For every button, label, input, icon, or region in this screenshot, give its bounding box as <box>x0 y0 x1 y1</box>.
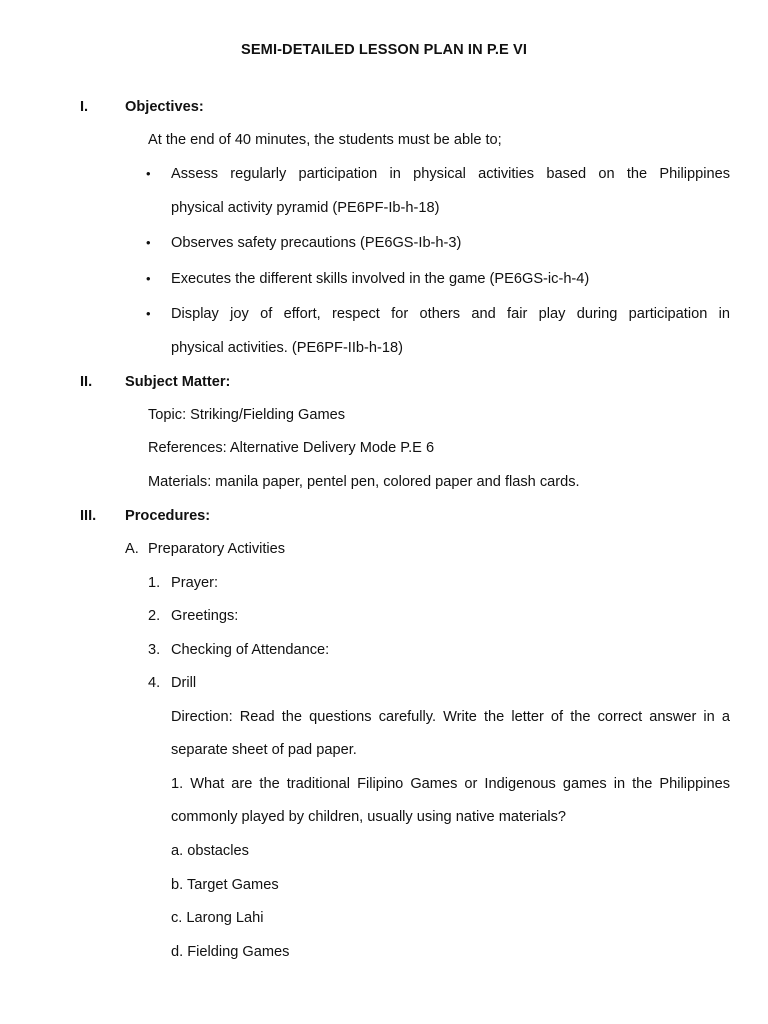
section-numeral-subject-matter: II. <box>80 374 93 390</box>
question-1-line1: 1. What are the traditional Filipino Games or Indigenous games in the Philippines <box>171 776 730 792</box>
answer-choice-c: c. Larong Lahi <box>171 910 264 926</box>
answer-choice-b: b. Target Games <box>171 877 279 893</box>
bullet-icon: • <box>146 235 151 250</box>
objective-item-1-line2: physical activity pyramid (PE6PF-Ib-h-18) <box>171 200 440 216</box>
step-label-greetings: Greetings: <box>171 608 239 624</box>
question-1-line2: commonly played by children, usually using native materials? <box>171 809 567 825</box>
objective-item-4-line1: Display joy of effort, respect for others and fair play during participation in <box>171 306 730 322</box>
bullet-icon: • <box>146 166 151 181</box>
bullet-icon: • <box>146 306 151 321</box>
step-label-attendance: Checking of Attendance: <box>171 642 330 658</box>
objective-item-1-line1: Assess regularly participation in physical activities based on the Philippines <box>171 166 730 182</box>
step-number: 4. <box>148 675 161 691</box>
section-numeral-procedures: III. <box>80 508 97 524</box>
subject-references: References: Alternative Delivery Mode P.E 6 <box>148 440 435 456</box>
document-title: SEMI-DETAILED LESSON PLAN IN P.E VI <box>241 42 527 58</box>
section-heading-subject-matter: Subject Matter: <box>125 374 231 390</box>
answer-choice-d: d. Fielding Games <box>171 944 290 960</box>
step-number: 3. <box>148 642 161 658</box>
answer-choice-a: a. obstacles <box>171 843 249 859</box>
drill-direction-line2: separate sheet of pad paper. <box>171 742 357 758</box>
procedure-sub-letter: A. <box>125 541 139 557</box>
objective-item-3: Executes the different skills involved in the game (PE6GS-ic-h-4) <box>171 271 590 287</box>
objective-item-4-line2: physical activities. (PE6PF-IIb-h-18) <box>171 340 403 356</box>
bullet-icon: • <box>146 271 151 286</box>
step-number: 2. <box>148 608 161 624</box>
section-heading-procedures: Procedures: <box>125 508 211 524</box>
procedure-sub-label: Preparatory Activities <box>148 541 286 557</box>
step-number: 1. <box>148 575 161 591</box>
objective-item-2: Observes safety precautions (PE6GS-Ib-h-3) <box>171 235 462 251</box>
subject-materials: Materials: manila paper, pentel pen, colored paper and flash cards. <box>148 474 580 490</box>
objectives-intro: At the end of 40 minutes, the students must be able to; <box>148 132 502 148</box>
drill-direction-line1: Direction: Read the questions carefully. Write the letter of the correct answer in a <box>171 709 730 725</box>
step-label-prayer: Prayer: <box>171 575 219 591</box>
subject-topic: Topic: Striking/Fielding Games <box>148 407 346 423</box>
step-label-drill: Drill <box>171 675 197 691</box>
section-heading-objectives: Objectives: <box>125 99 204 115</box>
section-numeral-objectives: I. <box>80 99 89 115</box>
